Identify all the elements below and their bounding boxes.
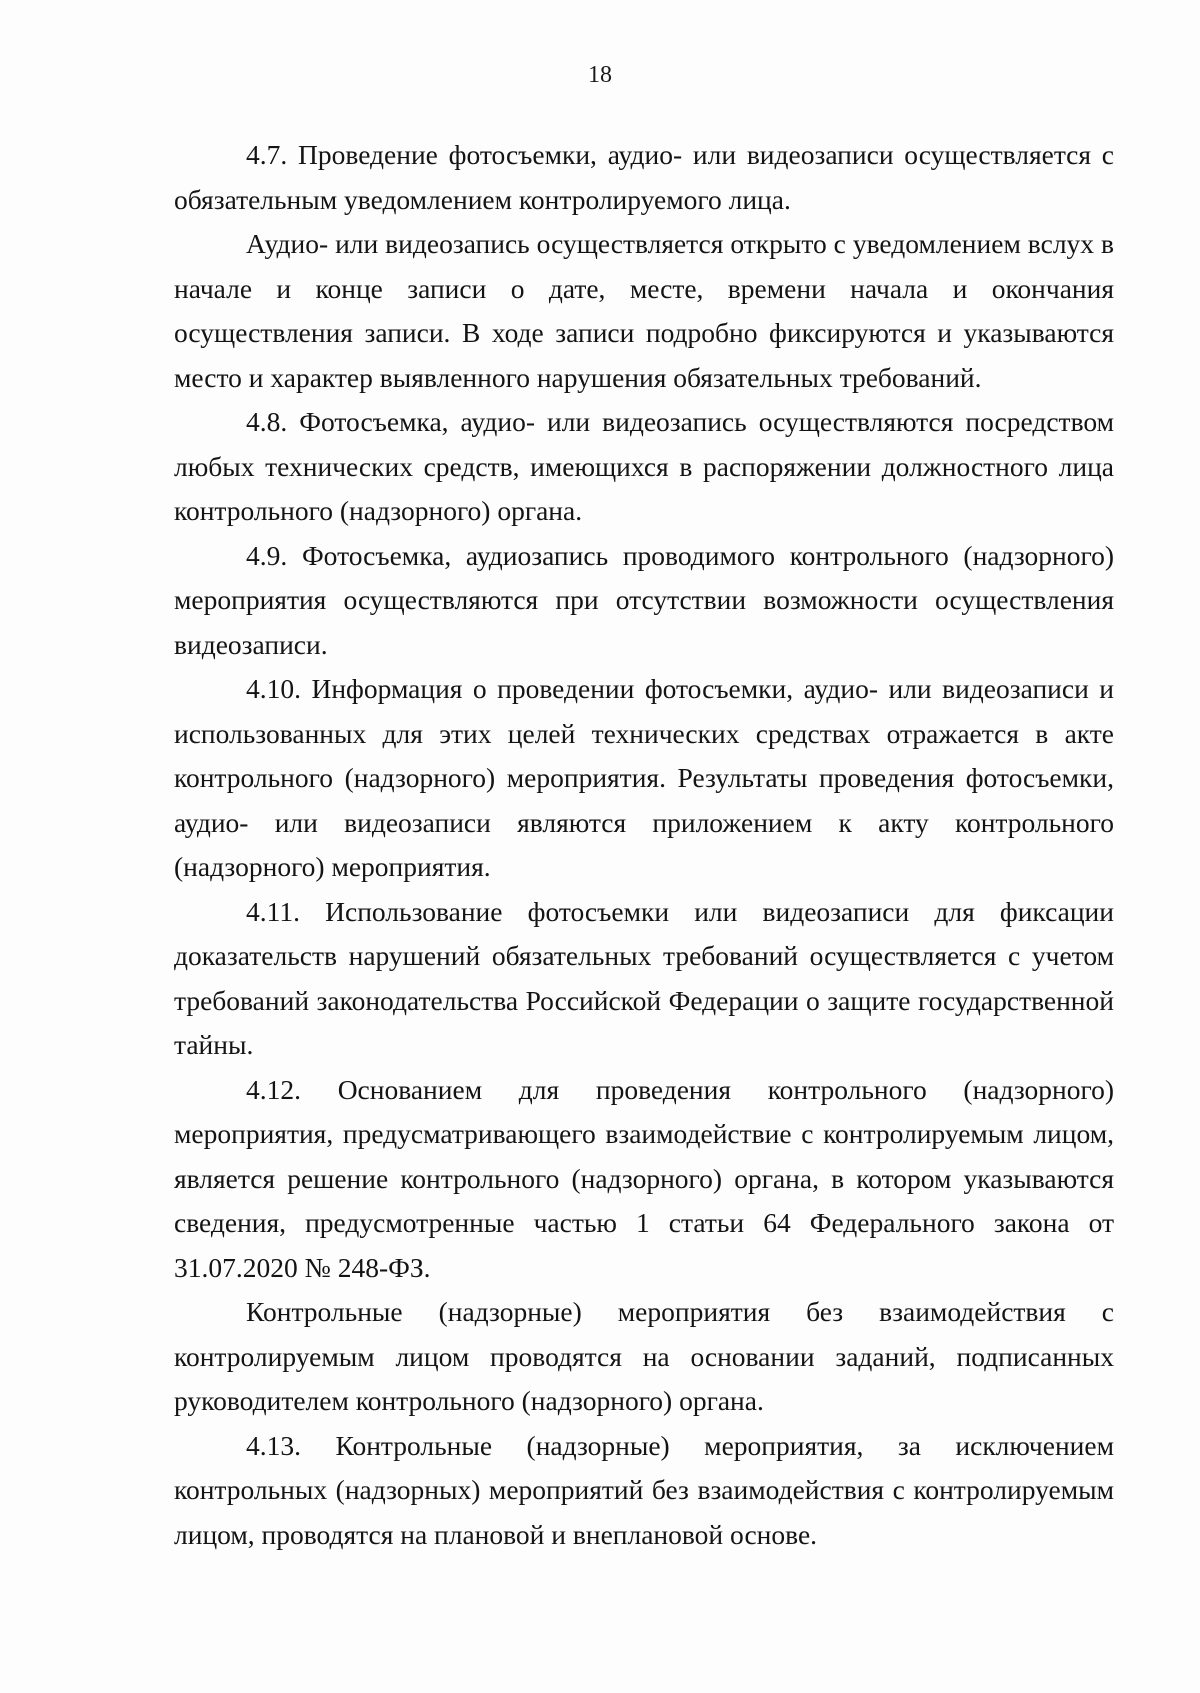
document-body: [174, 133, 1114, 1557]
paragraph-4-12: 4.12. Основанием для проведения контрольного (надзорного) мероприятия, предусматривающего взаимодействие с контролируемым лицом, является решение контрольного (надзорного) органа, в котором указываются сведения, предусмотренные частью 1 статьи 64 Федерального закона от 31.07.2020 № 248-ФЗ.: [174, 1073, 1114, 1283]
paragraph-4-13: 4.13. Контрольные (надзорные) мероприятия, за исключением контрольных (надзорных) мероприятий без взаимодействия с контролируемым лицом, проводятся на плановой и внеплановой основе.: [174, 1429, 1114, 1550]
paragraph-events-without-interaction: Контрольные (надзорные) мероприятия без взаимодействия с контролируемым лицом проводятся на основании заданий, подписанных руководителем контрольного (надзорного) органа.: [174, 1296, 1114, 1416]
paragraph-4-7: 4.7. Проведение фотосъемки, аудио- или видеозаписи осуществляется с обязательным уведомлением контролируемого лица.: [174, 139, 1114, 215]
paragraph-4-8: 4.8. Фотосъемка, аудио- или видеозапись осуществляются посредством любых технических средств, имеющихся в распоряжении должностного лица контрольного (надзорного) органа.: [174, 406, 1114, 526]
page-number: 18: [588, 62, 612, 88]
paragraph-4-11: 4.11. Использование фотосъемки или видеозаписи для фиксации доказательств нарушений обязательных требований осуществляется с учетом требований законодательства Российской Федерации о защите государственной тайны.: [174, 895, 1114, 1060]
paragraph-audio-video-recording: Аудио- или видеозапись осуществляется открыто с уведомлением вслух в начале и конце записи о дате, месте, времени начала и окончания осуществления записи. В ходе записи подробно фиксируются и указываются место и характер выявленного нарушения обязательных требований.: [174, 228, 1114, 393]
paragraph-4-9: 4.9. Фотосъемка, аудиозапись проводимого контрольного (надзорного) мероприятия осуществляются при отсутствии возможности осуществления видеозаписи.: [174, 539, 1114, 660]
paragraph-4-10: 4.10. Информация о проведении фотосъемки, аудио- или видеозаписи и использованных для этих целей технических средствах отражается в акте контрольного (надзорного) мероприятия. Результаты проведения фотосъемки, аудио- или видеозаписи являются приложением к акту контрольного (надзорного) мероприятия.: [174, 673, 1114, 882]
